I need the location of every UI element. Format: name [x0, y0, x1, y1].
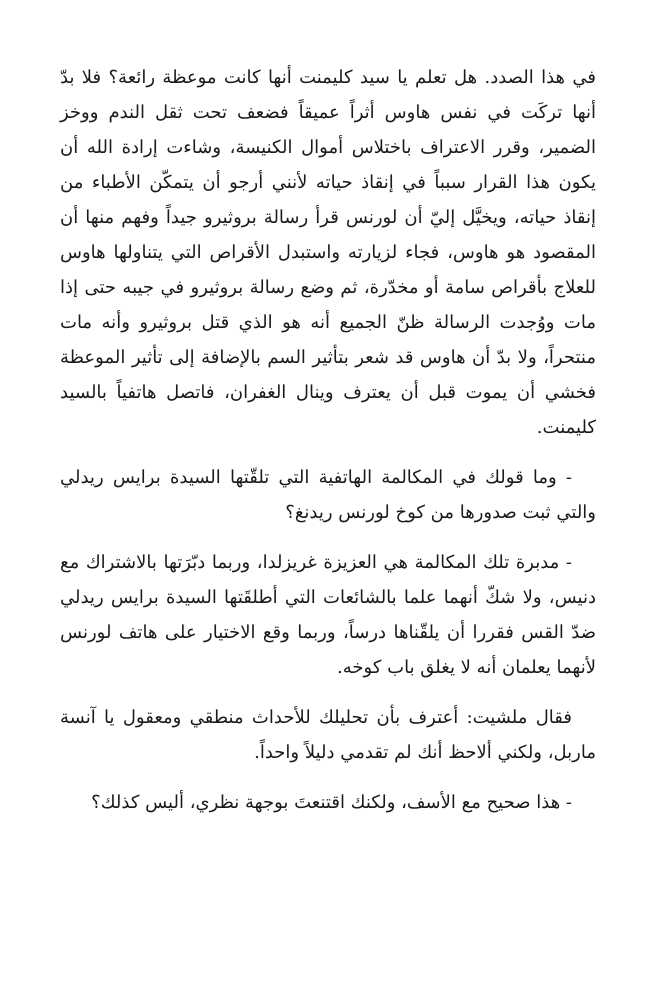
paragraph-melchett-reply: فقال ملشيت: أعترف بأن تحليلك للأحداث منطقي ومعقول يا آنسة ماربل، ولكني ألاحظ أنك لم تقدمي دليلاً واحداً.: [60, 707, 596, 763]
paragraph-marple-closing: - هذا صحيح مع الأسف، ولكنك اقتنعتَ بوجهة نظري، أليس كذلك؟: [91, 792, 572, 813]
book-page: [60, 60, 596, 835]
paragraph-question-phone-call: - وما قولك في المكالمة الهاتفية التي تلقّتها السيدة برايس ريدلي والتي ثبت صدورها من كوخ لورنس ريدنغ؟: [60, 467, 596, 523]
paragraph-answer-griselda: - مدبرة تلك المكالمة هي العزيزة غريزلدا، وربما دبّرَتها بالاشتراك مع دنيس، ولا شكّ أنهما علما بالشائعات التي أطلقَتها السيدة برايس ريدلي ضدّ القس فقررا أن يلقّناها درساً، وربما وقع الاختيار على هاتف لورنس لأنهما يعلمان أنه لا يغلق باب كوخه.: [60, 552, 596, 678]
paragraph-marple-explanation: في هذا الصدد. هل تعلم يا سيد كليمنت أنها كانت موعظة رائعة؟ فلا بدّ أنها تركَت في نفس هاوس أثراً عميقاً فضعف تحت ثقل الندم ووخز الضمير، وقرر الاعتراف باختلاس أموال الكنيسة، وشاءت إرادة الله أن يكون هذا القرار سبباً في إنقاذ حياته لأنني أرجو أن يتمكّن الأطباء من إنقاذ حياته، ويخيَّل إليّ أن لورنس قرأ رسالة بروثيرو جيداً وفهم منها أن المقصود هو هاوس، فجاء لزيارته واستبدل الأقراص التي يتناولها هاوس للعلاج بأقراص سامة أو مخدّرة، ثم وضع رسالة بروثيرو في جيبه حتى إذا مات ووُجدت الرسالة ظنّ الجميع أنه هو الذي قتل بروثيرو وأنه مات منتحراً، ولا بدّ أن هاوس قد شعر بتأثير السم بالإضافة إلى تأثير الموعظة فخشي أن يموت قبل أن يعترف وينال الغفران، فاتصل هاتفياً بالسيد كليمنت.: [60, 67, 596, 438]
